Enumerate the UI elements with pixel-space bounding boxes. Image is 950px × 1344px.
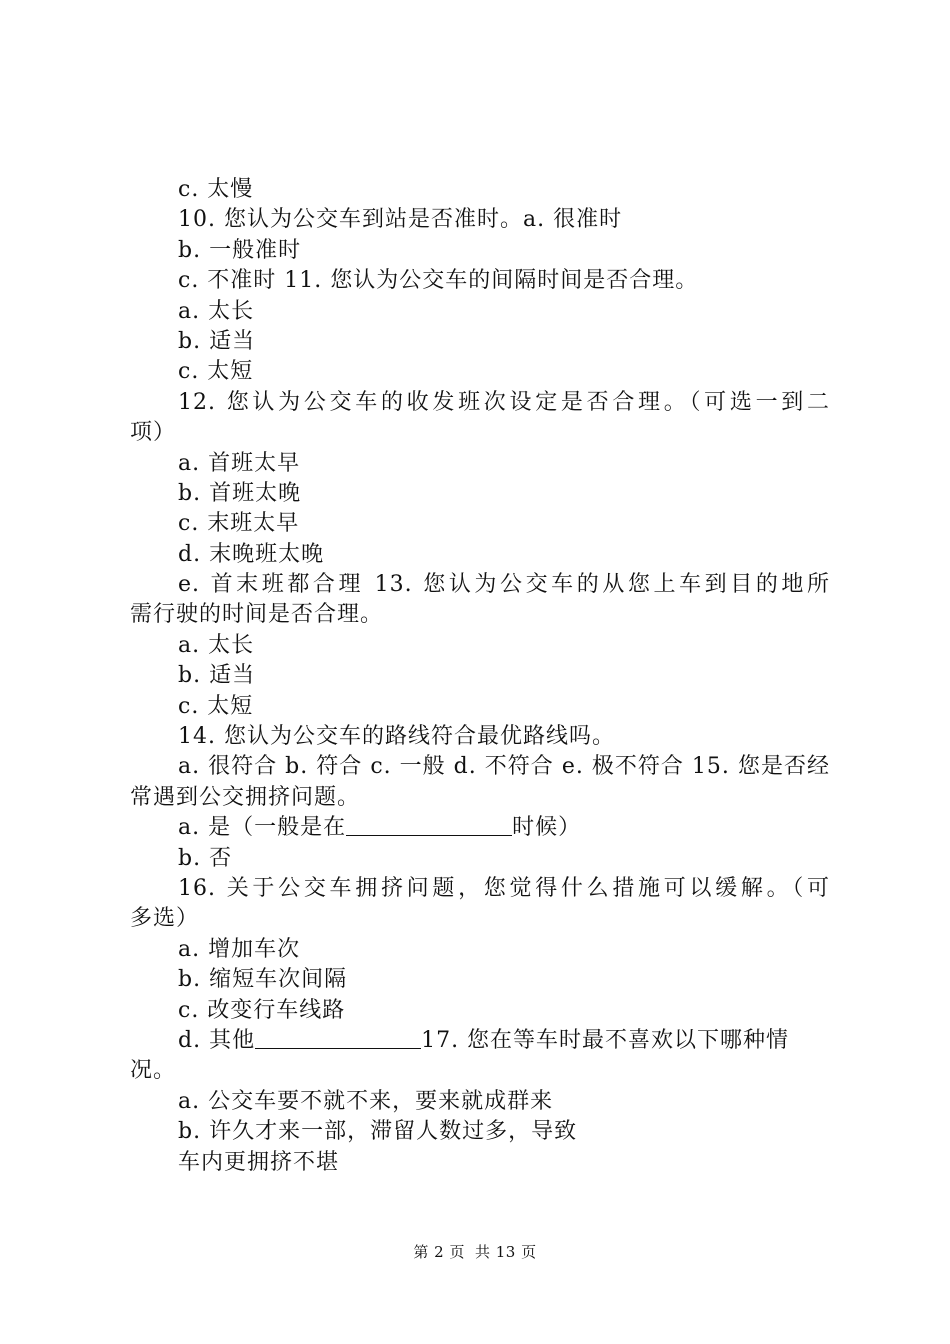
option-q13-c: c. 太短 (178, 693, 254, 719)
question-10: 10. 您认为公交车到站是否准时。a. 很准时 (178, 207, 623, 233)
page-total: 共 13 页 (474, 1243, 537, 1261)
question-12: 12. 您认为公交车的收发班次设定是否合理。（可选一到二 (178, 389, 830, 415)
option-q12-d: d. 末晚班太晚 (178, 541, 325, 567)
question-14: 14. 您认为公交车的路线符合最优路线吗。 (178, 724, 615, 750)
question-17-continued: 况。 (130, 1058, 177, 1084)
page-number: 第 2 页 (413, 1243, 465, 1261)
question-13: e. 首末班都合理 13. 您认为公交车的从您上车到目的地所 (178, 572, 830, 598)
fill-in-blank (255, 1028, 421, 1049)
document-body (130, 175, 830, 1178)
question-11: c. 不准时 11. 您认为公交车的间隔时间是否合理。 (178, 268, 699, 294)
question-16-continued: 多选） (130, 906, 200, 932)
option-q16-d-prefix: d. 其他 (178, 1027, 256, 1053)
question-15-continued: 常遇到公交拥挤问题。 (130, 784, 361, 810)
option-q16-b: b. 缩短车次间隔 (178, 967, 348, 993)
option-q16-d (130, 1026, 830, 1056)
option-q12-b: b. 首班太晚 (178, 480, 302, 506)
option-q12-c: c. 末班太早 (178, 511, 300, 537)
option-q12-a: a. 首班太早 (178, 450, 301, 476)
option-q11-c: c. 太短 (178, 359, 254, 385)
option-q15-b: b. 否 (178, 845, 233, 871)
option-q17-a: a. 公交车要不就不来，要来就成群来 (178, 1088, 554, 1114)
option-q15-a-prefix: a. 是（一般是在 (178, 815, 347, 841)
option-q10-b: b. 一般准时 (178, 237, 302, 263)
option-q9-c: c. 太慢 (178, 177, 254, 202)
question-13-continued: 需行驶的时间是否合理。 (130, 602, 384, 628)
question-15: a. 很符合 b. 符合 c. 一般 d. 不符合 e. 极不符合 15. 您是否经 (178, 754, 830, 780)
option-q17-b: b. 许久才来一部，滞留人数过多，导致 (178, 1119, 578, 1145)
option-q13-b: b. 适当 (178, 663, 256, 689)
option-q13-a: a. 太长 (178, 632, 255, 658)
fill-in-blank (346, 815, 512, 836)
option-q16-c: c. 改变行车线路 (178, 997, 346, 1023)
option-q16-a: a. 增加车次 (178, 936, 301, 962)
page-footer (0, 1241, 950, 1262)
option-q11-b: b. 适当 (178, 328, 256, 354)
question-12-continued: 项） (130, 420, 177, 446)
option-q15-a-suffix: 时候） (512, 815, 582, 841)
option-q15-a (130, 813, 830, 843)
question-17: 17. 您在等车时最不喜欢以下哪种情 (421, 1027, 790, 1053)
option-q17-b-continued: 车内更拥挤不堪 (178, 1149, 340, 1175)
question-16: 16. 关于公交车拥挤问题，您觉得什么措施可以缓解。（可 (178, 875, 830, 901)
option-q11-a: a. 太长 (178, 298, 255, 324)
